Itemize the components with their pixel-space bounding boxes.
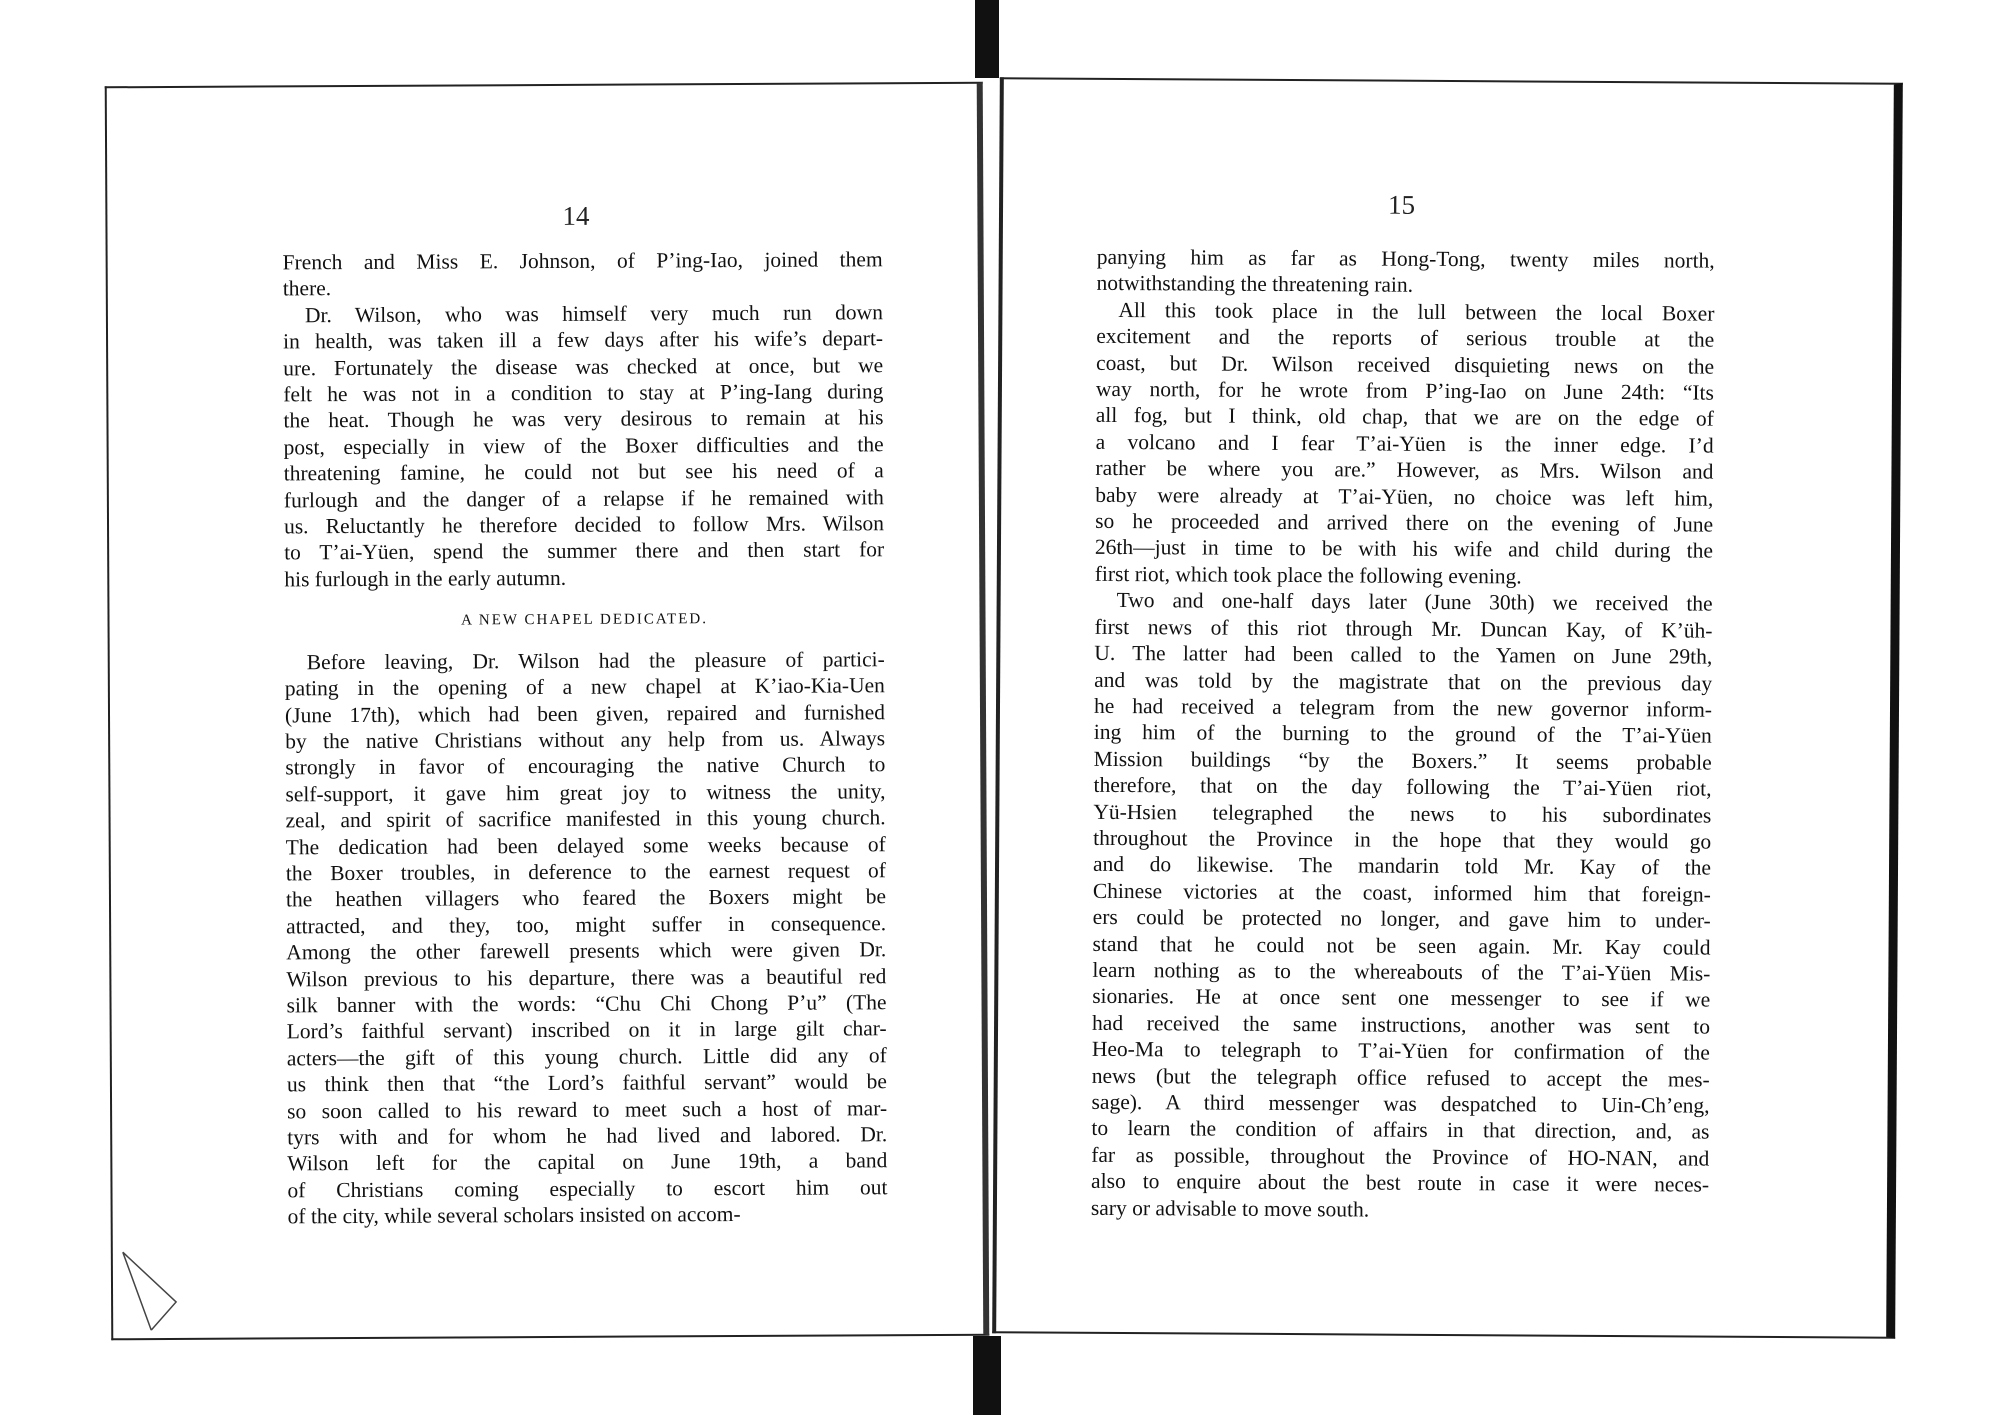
text-line: attracted, and they, too, might suffer in consequence.: [286, 910, 887, 939]
text-line: Wilson previous to his departure, there was a beautiful red: [286, 963, 887, 991]
text-line: a volcano and I fear T’ai-Yüen is the inner edge. I’d: [1095, 429, 1714, 458]
text-line: Before leaving, Dr. Wilson had the pleasure of partici-: [306, 646, 885, 674]
text-line: tyrs with and for whom he had lived and labored. Dr.: [287, 1122, 888, 1150]
text-line: strongly in favor of encouraging the native Church to: [285, 752, 886, 780]
text-line: Yü-Hsien telegraphed the news to his subordinates: [1093, 799, 1712, 828]
text-line: Chinese victories at the coast, informed him that foreign-: [1092, 878, 1711, 907]
text-line: and do likewise. The mandarin told Mr. Kay of the: [1092, 852, 1712, 880]
text-line: learn nothing as to the whereabouts of the T’ai-Yüen Mis-: [1092, 957, 1711, 986]
text-line: ing him of the burning to the ground of the T’ai-Yüen: [1093, 720, 1712, 748]
text-line: rather be where you are.” However, as Mrs. Wilson and: [1095, 456, 1714, 484]
text-line: excitement and the reports of serious trouble at the: [1096, 324, 1715, 352]
left-page: [105, 82, 990, 1341]
text-line: Dr. Wilson, who was himself very much run down: [304, 300, 883, 328]
text-line: threatening famine, he could not but see his need of a: [283, 458, 884, 486]
text-line: all fog, but I think, old chap, that we are on the edge of: [1095, 403, 1714, 432]
text-line: he had received a telegram from the new governor inform-: [1093, 693, 1713, 722]
text-line: also to enquire about the best route in case it were neces-: [1091, 1169, 1710, 1197]
text-line: of Christians coming especially to escort him out: [287, 1175, 888, 1203]
text-line: to learn the condition of affairs in that direction, and, as: [1091, 1116, 1710, 1145]
text-line: Wilson left for the capital on June 19th, a band: [287, 1148, 888, 1176]
text-line: sage). A third messenger was despatched to Uin-Ch’eng,: [1091, 1089, 1710, 1118]
text-line: The dedication had been delayed some weeks because of: [285, 831, 886, 859]
right-page: [992, 77, 1903, 1338]
text-line: acters—the gift of this young church. Little did any of: [286, 1043, 887, 1071]
text-line: Heo-Ma to telegraph to T’ai-Yüen for confirmation of the: [1091, 1037, 1710, 1065]
text-line: first riot, which took place the following evening.: [1094, 561, 1522, 589]
text-line: first news of this riot through Mr. Duncan Kay, of K’üh-: [1094, 614, 1713, 643]
text-line: therefore, that on the day following the T’ai-Yüen riot,: [1093, 772, 1712, 801]
page-number-left: 14: [562, 200, 590, 231]
text-line: and was told by the magistrate that on the previous day: [1094, 667, 1713, 696]
text-line: panying him as far as Hong-Tong, twenty miles north,: [1096, 244, 1715, 273]
text-line: us. Reluctantly he therefore decided to follow Mrs. Wilson: [283, 511, 885, 539]
right-page-body: [1091, 244, 1715, 1225]
text-line: (June 17th), which had been given, repaired and furnished: [284, 699, 886, 727]
left-page-body: [283, 246, 888, 1230]
text-line: baby were already at T’ai-Yüen, no choice was left him,: [1095, 482, 1714, 511]
text-line: ers could be protected no longer, and gave him to under-: [1092, 904, 1711, 933]
text-line: by the native Christians without any help from us. Always: [285, 726, 886, 754]
text-line: French and Miss E. Johnson, of P’ing-Iao, joined them: [282, 247, 883, 275]
text-line: so he proceeded and arrived there on the evening of June: [1095, 508, 1714, 537]
text-line: far as possible, throughout the Province of HO-NAN, and: [1091, 1142, 1710, 1171]
text-line: Lord’s faithful servant) inscribed on it in large gilt char-: [286, 1016, 887, 1044]
right-paragraphs: [1091, 244, 1715, 1225]
text-line: sary or advisable to move south.: [1090, 1195, 1370, 1222]
text-line: self-support, it gave him great joy to witness the unity,: [285, 778, 886, 807]
folded-corner-mark: [121, 1242, 181, 1332]
text-line: post, especially in view of the Boxer difficulties and the: [283, 432, 884, 460]
text-line: there.: [282, 276, 332, 301]
text-line: furlough and the danger of a relapse if he remained with: [283, 484, 884, 513]
text-line: in health, was taken ill a few days after his wife’s depart-: [282, 326, 884, 354]
text-line: way north, for he wrote from P’ing-Iao on June 24th: “Its: [1095, 376, 1715, 405]
text-line: 26th—just in time to be with his wife and child during the: [1094, 535, 1714, 564]
text-line: ure. Fortunately the disease was checked at once, but we: [283, 352, 884, 381]
text-line: All this took place in the lull between the local Boxer: [1118, 297, 1715, 326]
left-paragraphs-before-heading: [283, 246, 885, 592]
text-line: notwithstanding the threatening rain.: [1096, 271, 1414, 298]
left-paragraphs-after-heading: [285, 646, 888, 1230]
text-line: us think then that “the Lord’s faithful servant” would be: [286, 1069, 888, 1097]
text-line: had received the same instructions, another was sent to: [1091, 1010, 1711, 1039]
text-line: zeal, and spirit of sacrifice manifested in this young church.: [285, 805, 886, 833]
text-line: coast, but Dr. Wilson received disquieting news on the: [1096, 350, 1715, 379]
text-line: his furlough in the early autumn.: [284, 565, 567, 592]
text-line: U. The latter had been called to the Yamen on June 29th,: [1094, 640, 1713, 669]
text-line: the heathen villagers who feared the Boxers might be: [285, 884, 887, 912]
book-spine-bottom: [973, 1336, 1001, 1415]
text-line: so soon called to his reward to meet such a host of mar-: [287, 1095, 888, 1123]
text-line: throughout the Province in the hope that they would go: [1093, 825, 1712, 854]
text-line: silk banner with the words: “Chu Chi Chong P’u” (The: [286, 990, 887, 1018]
text-line: Two and one-half days later (June 30th) we received the: [1116, 588, 1713, 616]
text-line: news (but the telegraph office refused to accept the mes-: [1091, 1063, 1710, 1092]
text-line: sionaries. He at once sent one messenger to see if we: [1092, 984, 1711, 1012]
text-line: Mission buildings “by the Boxers.” It seems probable: [1093, 746, 1712, 775]
text-line: the Boxer troubles, in deference to the earnest request of: [285, 858, 886, 886]
section-heading: A NEW CHAPEL DEDICATED.: [461, 611, 708, 629]
text-line: pating in the opening of a new chapel at K’iao-Kia-Uen: [284, 673, 885, 701]
page-number-right: 15: [1387, 189, 1416, 220]
text-line: of the city, while several scholars insisted on accom-: [287, 1202, 741, 1229]
book-spine-top: [975, 0, 999, 78]
text-line: Among the other farewell presents which were given Dr.: [286, 937, 887, 965]
text-line: the heat. Though he was very desirous to remain at his: [283, 405, 884, 433]
text-line: to T’ai-Yüen, spend the summer there and then start for: [284, 537, 885, 565]
text-line: felt he was not in a condition to stay at P’ing-Iang during: [283, 379, 884, 407]
text-line: stand that he could not be seen again. Mr. Kay could: [1092, 931, 1711, 960]
